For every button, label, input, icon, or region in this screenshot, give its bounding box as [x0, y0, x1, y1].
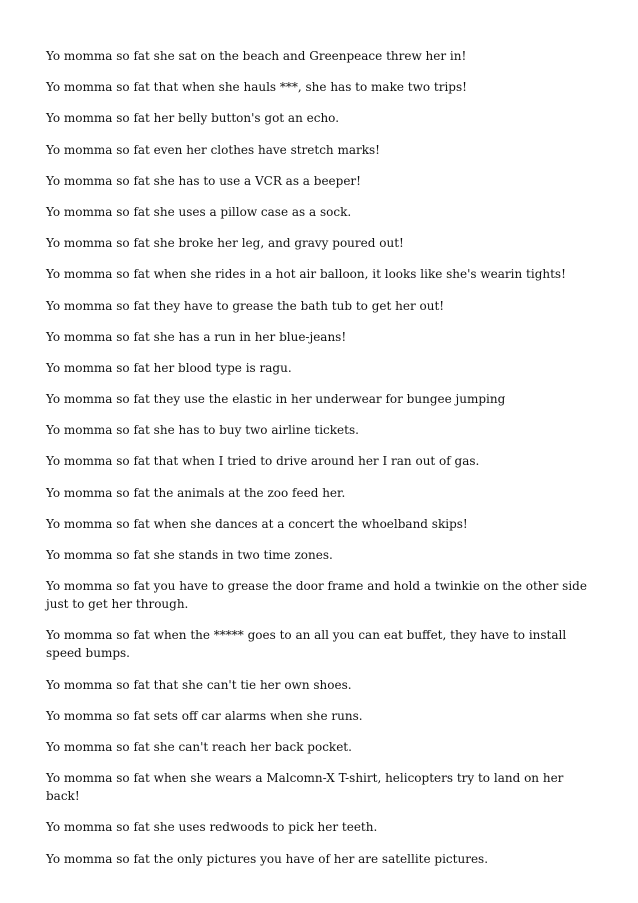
- joke-line: Yo momma so fat her blood type is ragu.: [46, 360, 292, 375]
- joke-line: Yo momma so fat that when I tried to drive around her I ran out of gas.: [46, 454, 480, 469]
- joke-line: Yo momma so fat her belly button's got an echo.: [46, 111, 340, 126]
- joke-line: Yo momma so fat the only pictures you have of her are satellite pictures.: [46, 851, 489, 866]
- joke-line: Yo momma so fat she has to buy two airline tickets.: [46, 423, 359, 438]
- joke-line: Yo momma so fat that she can't tie her own shoes.: [46, 677, 352, 692]
- joke-line: Yo momma so fat that when she hauls ***, she has to make two trips!: [46, 80, 467, 95]
- joke-line: Yo momma so fat she can't reach her back pocket.: [46, 739, 352, 754]
- joke-line: Yo momma so fat they use the elastic in her underwear for bungee jumping: [46, 392, 506, 407]
- joke-line: Yo momma so fat she has a run in her blue-jeans!: [46, 329, 347, 344]
- joke-line: Yo momma so fat sets off car alarms when she runs.: [46, 708, 363, 723]
- joke-line: Yo momma so fat the animals at the zoo feed her.: [46, 485, 346, 500]
- joke-line: Yo momma so fat you have to grease the door frame and hold a twinkie on the other side just to get her through.: [46, 579, 587, 612]
- joke-line: Yo momma so fat when she rides in a hot air balloon, it looks like she's wearin tights!: [46, 267, 566, 282]
- joke-line: Yo momma so fat when she dances at a concert the whoelband skips!: [46, 516, 468, 531]
- joke-line: Yo momma so fat she broke her leg, and gravy poured out!: [46, 236, 404, 251]
- joke-line: Yo momma so fat she has to use a VCR as a beeper!: [46, 173, 361, 188]
- joke-line: Yo momma so fat she uses a pillow case as a sock.: [46, 204, 352, 219]
- joke-line: Yo momma so fat even her clothes have stretch marks!: [46, 142, 380, 157]
- joke-line: Yo momma so fat when she wears a Malcomn-X T-shirt, helicopters try to land on her back!: [46, 771, 564, 804]
- document-page: [46, 47, 594, 881]
- joke-line: Yo momma so fat she uses redwoods to pick her teeth.: [46, 820, 378, 835]
- joke-line: Yo momma so fat they have to grease the bath tub to get her out!: [46, 298, 445, 313]
- joke-line: Yo momma so fat she stands in two time zones.: [46, 548, 333, 562]
- joke-line: Yo momma so fat when the ***** goes to an all you can eat buffet, they have to install speed bumps.: [46, 628, 567, 661]
- joke-line: Yo momma so fat she sat on the beach and Greenpeace threw her in!: [46, 49, 467, 63]
